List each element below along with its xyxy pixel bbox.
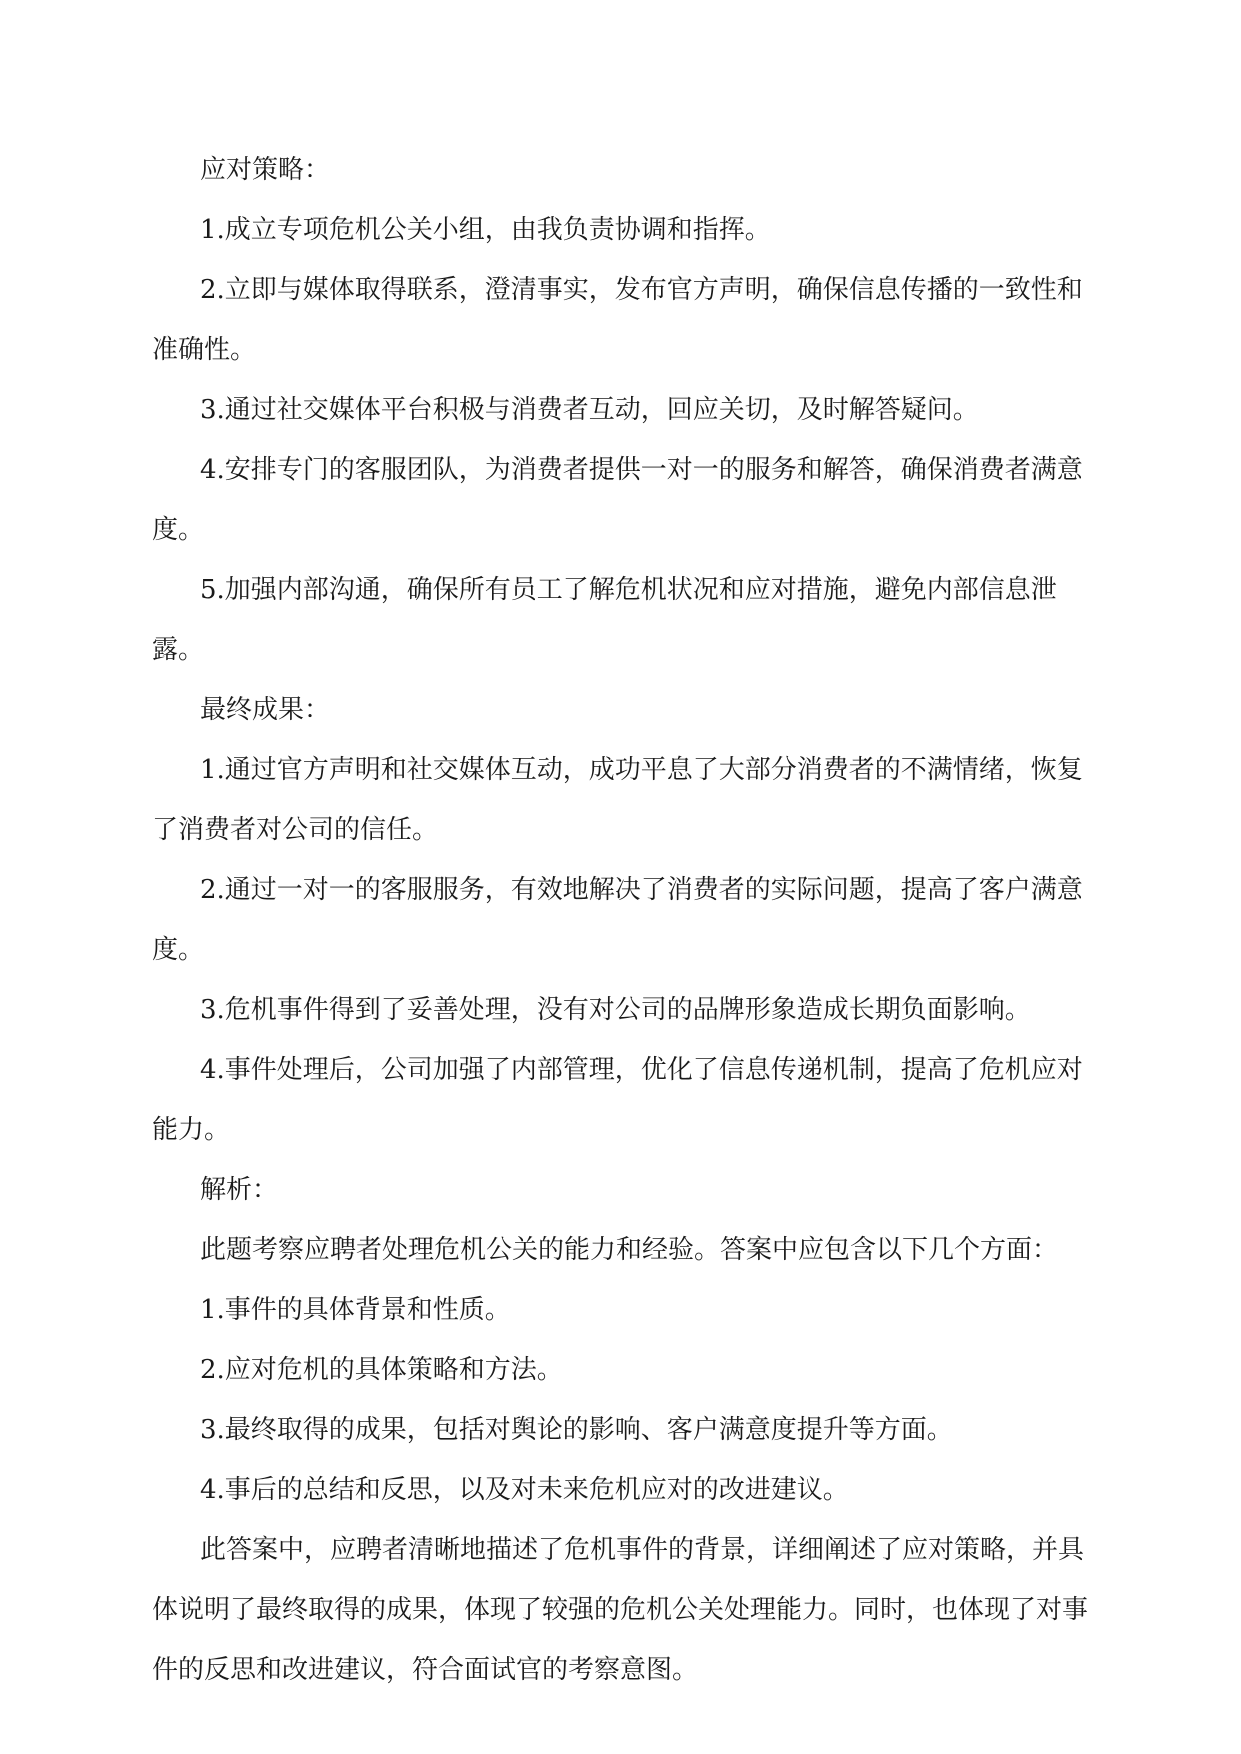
strategy-item-2: 2.立即与媒体取得联系，澄清事实，发布官方声明，确保信息传播的一致性和准确性。 [152,275,1083,365]
analysis-intro: 此题考察应聘者处理危机公关的能力和经验。答案中应包含以下几个方面： [200,1235,1059,1265]
analysis-item-2: 2.应对危机的具体策略和方法。 [200,1355,563,1385]
heading-strategy: 应对策略： [200,155,331,185]
strategy-item-4: 4.安排专门的客服团队，为消费者提供一对一的服务和解答，确保消费者满意度。 [152,455,1083,545]
analysis-item-1: 1.事件的具体背景和性质。 [200,1295,511,1325]
document-body [152,140,1092,1700]
heading-results: 最终成果： [200,695,331,725]
result-item-1: 1.通过官方声明和社交媒体互动，成功平息了大部分消费者的不满情绪，恢复了消费者对公司的信任。 [152,755,1083,845]
result-item-4: 4.事件处理后，公司加强了内部管理，优化了信息传递机制，提高了危机应对能力。 [152,1055,1083,1145]
analysis-conclusion: 此答案中，应聘者清晰地描述了危机事件的背景，详细阐述了应对策略，并具体说明了最终取得的成果，体现了较强的危机公关处理能力。同时，也体现了对事件的反思和改进建议，符合面试官的考察意图。 [152,1535,1089,1685]
strategy-item-5: 5.加强内部沟通，确保所有员工了解危机状况和应对措施，避免内部信息泄露。 [152,575,1057,665]
result-item-3: 3.危机事件得到了妥善处理，没有对公司的品牌形象造成长期负面影响。 [200,995,1031,1025]
strategy-item-1: 1.成立专项危机公关小组，由我负责协调和指挥。 [200,215,771,245]
heading-analysis: 解析： [200,1175,279,1205]
strategy-item-3: 3.通过社交媒体平台积极与消费者互动，回应关切，及时解答疑问。 [200,395,979,425]
result-item-2: 2.通过一对一的客服服务，有效地解决了消费者的实际问题，提高了客户满意度。 [152,875,1083,965]
analysis-item-4: 4.事后的总结和反思，以及对未来危机应对的改进建议。 [200,1475,849,1505]
analysis-item-3: 3.最终取得的成果，包括对舆论的影响、客户满意度提升等方面。 [200,1415,953,1445]
